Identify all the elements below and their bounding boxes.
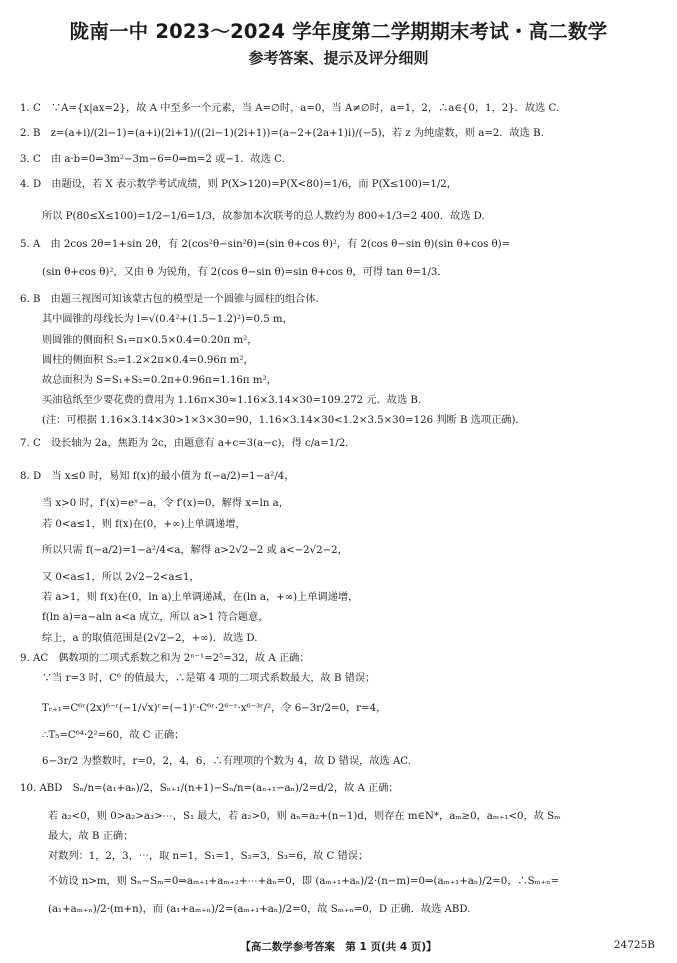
answer-line: 最大，故 B 正确； [48, 831, 134, 842]
answer-line: 则圆锥的侧面积 S₁=π×0.5×0.4=0.20π m²， [42, 335, 258, 346]
answer-line: 不妨设 n>m，则 Sₙ−Sₘ=0⇒aₘ₊₁+aₘ₊₂+⋯+aₙ=0，即 (aₘ₊₁+aₙ)/2·(n−m)=0⇒(aₘ₊₁+aₙ)/2=0，∴Sₘ₊ₙ= [48, 876, 560, 887]
answer-line: 圆柱的侧面积 S₂=1.2×2π×0.4=0.96π m²， [42, 355, 254, 366]
answer-line: 当 x>0 时，f′(x)=eˣ−a，令 f′(x)=0，解得 x=ln a， [42, 498, 289, 509]
answer-line: (a₁+aₘ₊ₙ)/2·(m+n)，而 (a₁+aₘ₊ₙ)/2=(aₘ₊₁+aₙ)/2=0，故 Sₘ₊ₙ=0，D 正确．故选 ABD. [48, 904, 471, 915]
page-subtitle: 参考答案、提示及评分细则 [248, 49, 429, 67]
answer-line-q8: 8. D 当 x≤0 时，易知 f(x)的最小值为 f(−a/2)=1−a²/4， [20, 471, 295, 482]
answer-line-q4: 4. D 由题设，若 X 表示数学考试成绩，则 P(X>120)=P(X<80)=1/6，而 P(X≤100)=1/2， [20, 179, 457, 190]
answer-line: 6−3r/2 为整数时，r=0，2，4，6，∴有理项的个数为 4，故 D 错误，故选 AC. [42, 756, 411, 767]
footer-paper-code: 24725B [613, 939, 655, 951]
answer-content [0, 95, 677, 925]
answer-line: f(ln a)=a−aln a<a 成立，所以 a>1 符合题意， [42, 612, 269, 623]
answer-line: 又 0<a≤1，所以 2√2−2<a≤1， [42, 572, 200, 583]
answer-line-q3: 3. C 由 a·b=0⇒3m²−3m−6=0⇒m=2 或−1．故选 C. [20, 154, 285, 165]
answer-line-q2: 2. B z=(a+i)/(2i−1)=(a+i)(2i+1)/((2i−1)(2i+1))=(a−2+(2a+1)i)/(−5)，若 z 为纯虚数，则 a=2．故选 B. [20, 128, 544, 139]
answer-line-q5: 5. A 由 2cos 2θ=1+sin 2θ，有 2(cos²θ−sin²θ)=(sin θ+cos θ)²，有 2(cos θ−sin θ)(sin θ+cos θ)= [20, 239, 511, 250]
page-title: 陇南一中 2023～2024 学年度第二学期期末考试・高二数学 [69, 20, 608, 43]
answer-line: Tᵣ₊₁=C⁶ʳ(2x)⁶⁻ʳ(−1/√x)ʳ=(−1)ʳ·C⁶ʳ·2⁶⁻ʳ·x⁶⁻³ʳ/²，令 6−3r/2=0，r=4， [42, 703, 387, 714]
answer-line: 若 a₂<0，则 0>a₂>a₃>⋯，S₁ 最大，若 a₂>0，则 aₙ=a₂+(n−1)d，则存在 m∈N*，aₘ≥0，aₘ₊₁<0，故 Sₘ [48, 811, 561, 822]
answer-line-q7: 7. C 设长轴为 2a，焦距为 2c，由题意有 a+c=3(a−c)，得 c/a=1/2． [20, 438, 356, 449]
answer-line-q1: 1. C ∵A={x|ax=2}，故 A 中至多一个元素，当 A=∅时，a=0，当 A≠∅时，a=1，2，∴a∈{0，1，2}．故选 C. [20, 103, 560, 114]
footer-page-info: 【高二数学参考答案 第 1 页(共 4 页)】 [240, 941, 437, 953]
answer-line: 综上，a 的取值范围是(2√2−2，+∞)．故选 D. [42, 633, 258, 644]
answer-line: 若 0<a≤1，则 f(x)在(0，+∞)上单调递增， [42, 519, 246, 530]
answer-line-q10: 10. ABD Sₙ/n=(a₁+aₙ)/2，Sₙ₊₁/(n+1)−Sₙ/n=(aₙ₊₁−aₙ)/2=d/2，故 A 正确； [20, 783, 399, 794]
answer-line: (sin θ+cos θ)²，又由 θ 为锐角，有 2(cos θ−sin θ)=sin θ+cos θ，可得 tan θ=1/3． [42, 267, 448, 278]
answer-line: 所以 P(80≤X≤100)=1/2−1/6=1/3，故参加本次联考的总人数约为 800÷1/3=2 400．故选 D. [42, 211, 485, 222]
answer-line: 故总面积为 S=S₁+S₂=0.2π+0.96π=1.16π m²， [42, 375, 277, 386]
answer-line: 对数列：1，2，3，⋯，取 n=1，S₁=1，S₂=3，S₃=6，故 C 错误； [48, 851, 369, 862]
answer-line: 其中圆锥的母线长为 l=√(0.4²+(1.5−1.2)²)=0.5 m， [42, 314, 293, 325]
answer-line-q9: 9. AC 偶数项的二项式系数之和为 2ⁿ⁻¹=2⁵=32，故 A 正确； [20, 653, 310, 664]
answer-line: 所以只需 f(−a/2)=1−a²/4<a，解得 a>2√2−2 或 a<−2√2−2， [42, 545, 348, 556]
answer-line-q6: 6. B 由题三视图可知该蒙古包的模型是一个圆锥与圆柱的组合体． [20, 294, 326, 305]
answer-line: 若 a>1，则 f(x)在(0，ln a)上单调递减，在(ln a，+∞)上单调递增， [42, 592, 359, 603]
answer-line: (注：可根据 1.16×3.14×30>1×3×30=90，1.16×3.14×30<1.2×3.5×30=126 判断 B 选项正确)． [42, 415, 526, 426]
answer-line: ∵当 r=3 时，C⁶ 的值最大，∴是第 4 项的二项式系数最大，故 B 错误； [42, 673, 376, 684]
answer-line: ∴T₅=C⁶⁴·2²=60，故 C 正确； [42, 730, 185, 741]
answer-line: 买油毡纸至少要花费的费用为 1.16π×30≈1.16×3.14×30=109.272 元．故选 B. [42, 395, 422, 406]
